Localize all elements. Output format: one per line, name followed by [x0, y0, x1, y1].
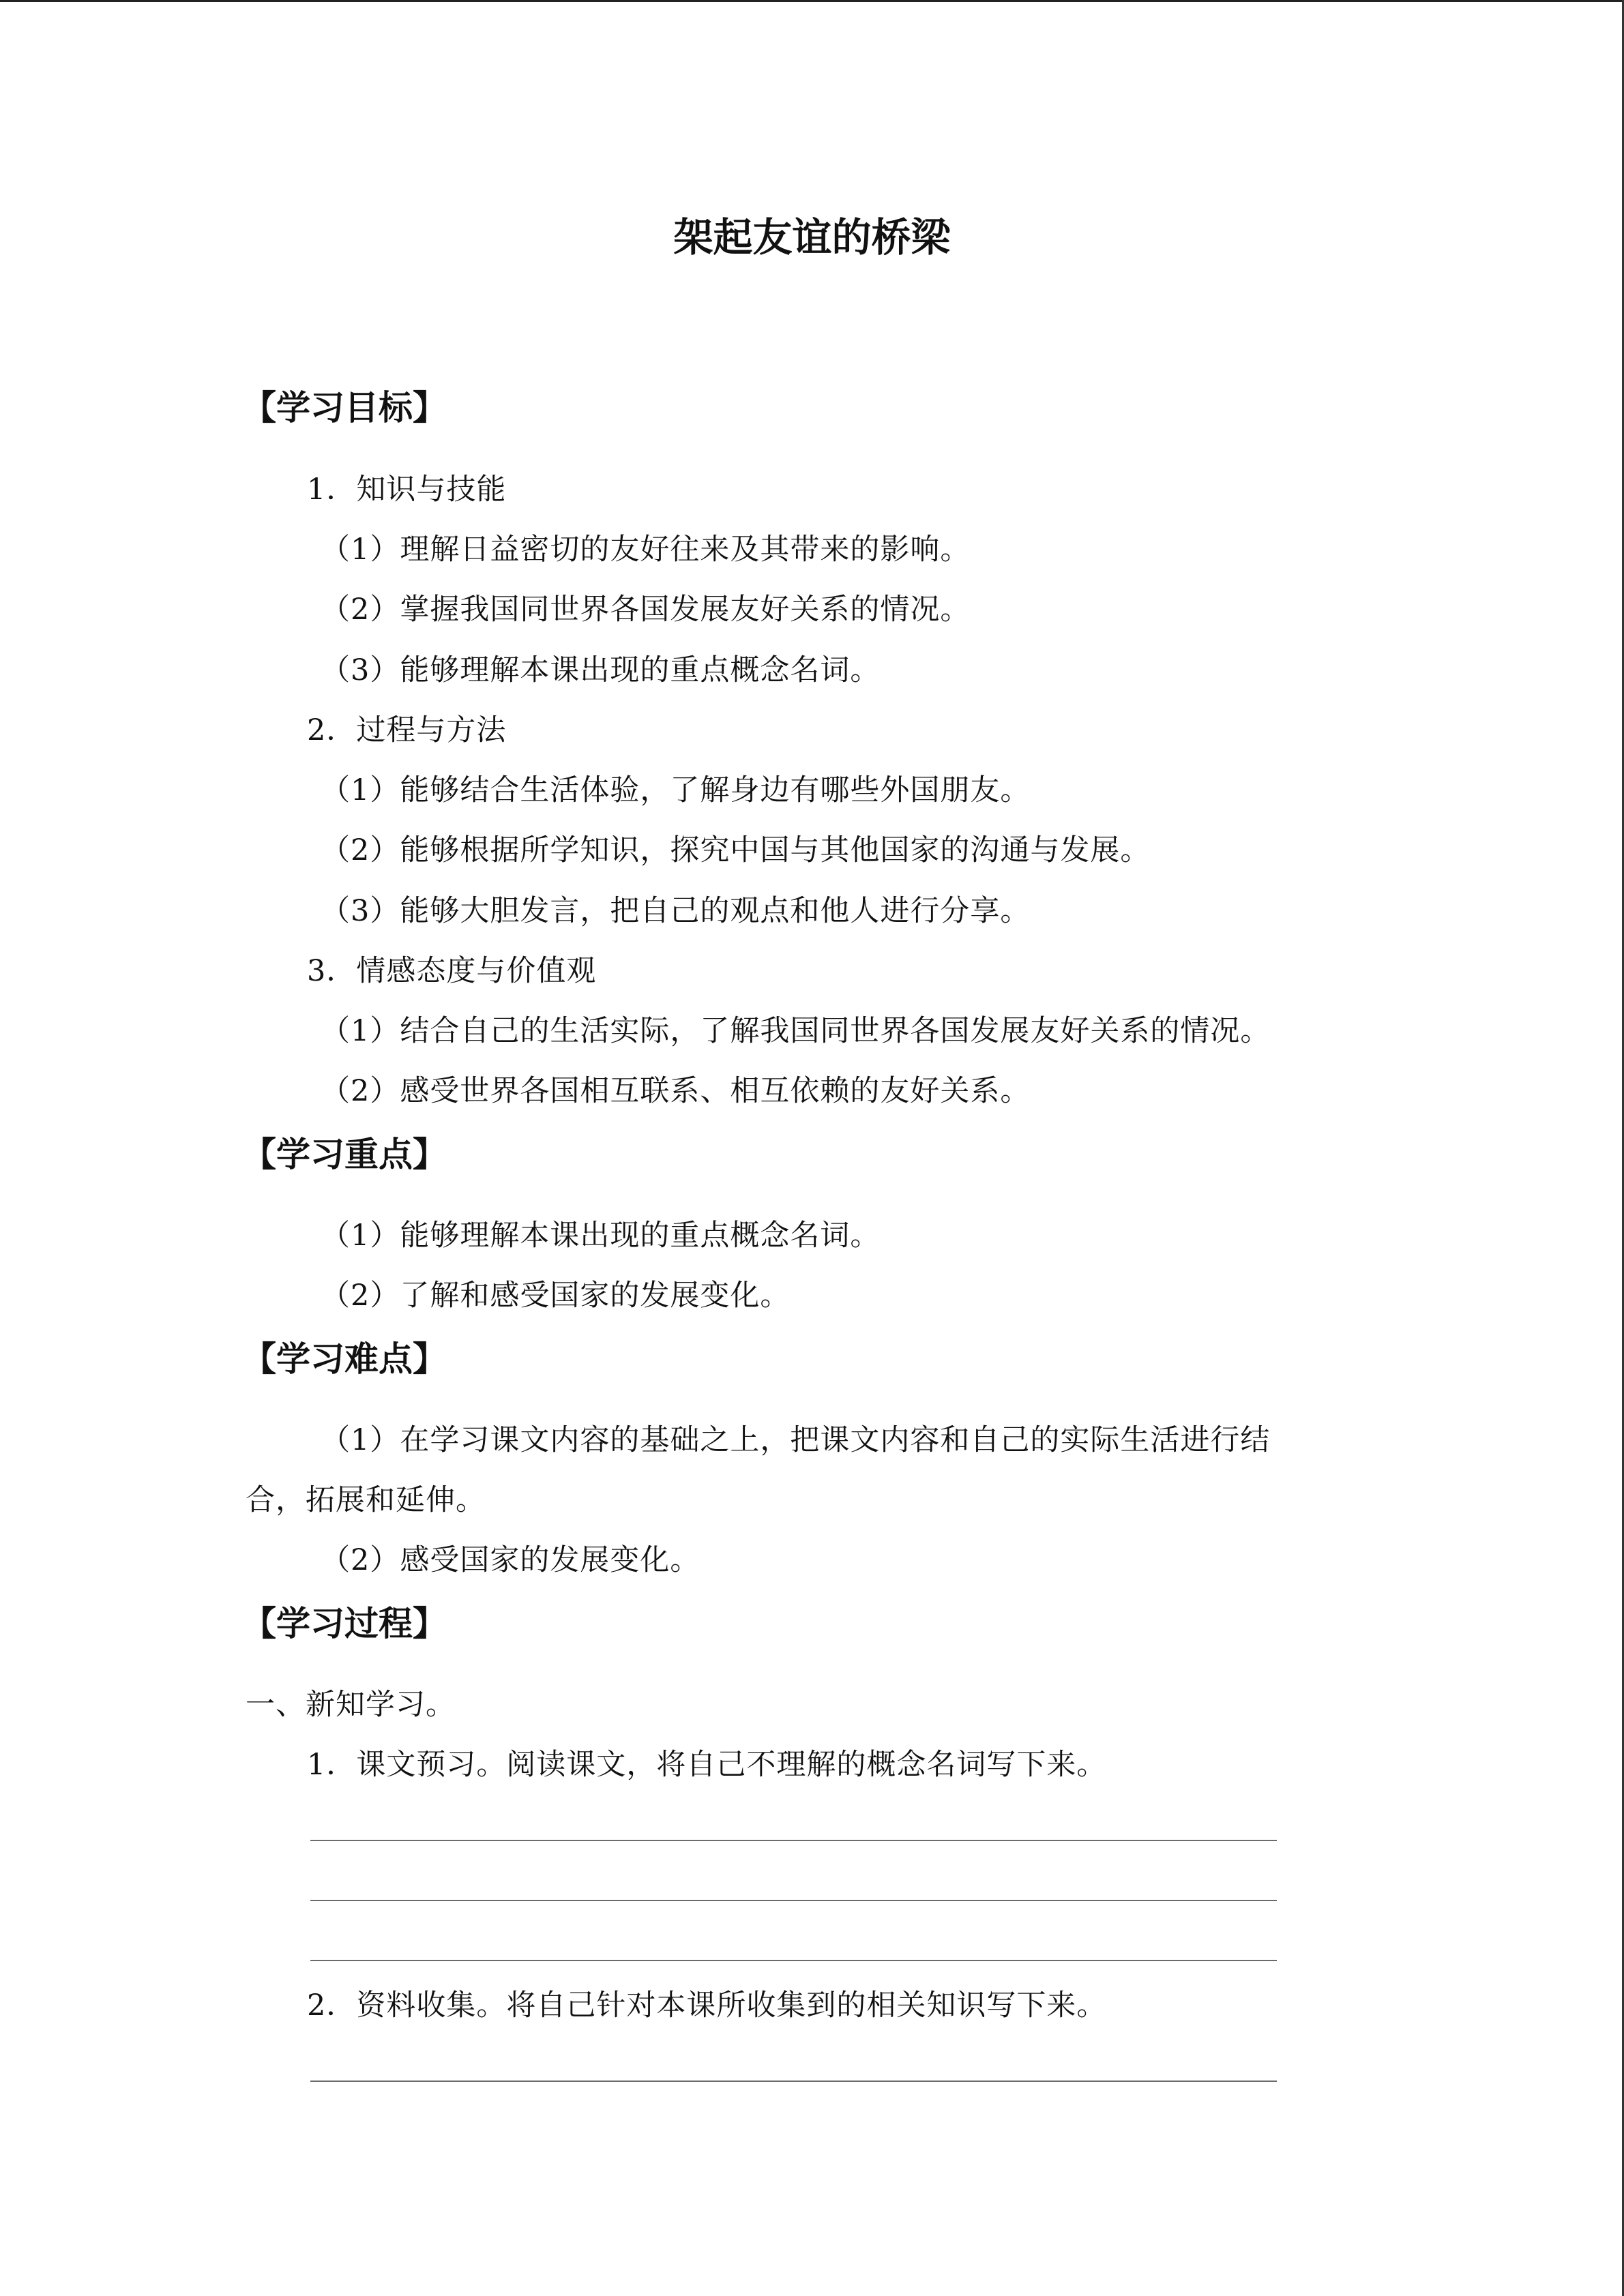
process-subheading: 一、新知学习。: [246, 1688, 456, 1722]
document-title: 架起友谊的桥梁: [673, 214, 951, 260]
page-top-border: [0, 0, 1624, 2]
heading-learning-process: 【学习过程】: [242, 1604, 447, 1643]
difficulty-line: （2）感受国家的发展变化。: [321, 1543, 700, 1577]
key-point-line: （1）能够理解本课出现的重点概念名词。: [321, 1219, 881, 1253]
objective-line: （1）理解日益密切的友好往来及其带来的影响。: [321, 533, 971, 567]
objective-line: （3）能够大胆发言，把自己的观点和他人进行分享。: [321, 894, 1031, 928]
objective-line: 1．知识与技能: [307, 473, 507, 507]
answer-blank-line[interactable]: [310, 2081, 1277, 2082]
difficulty-line: （1）在学习课文内容的基础之上，把课文内容和自己的实际生活进行结: [321, 1423, 1271, 1457]
heading-difficulties: 【学习难点】: [242, 1339, 447, 1379]
process-task-1: 1．课文预习。阅读课文，将自己不理解的概念名词写下来。: [307, 1748, 1107, 1782]
process-task-2: 2．资料收集。将自己针对本课所收集到的相关知识写下来。: [307, 1988, 1107, 2023]
objective-line: （2）掌握我国同世界各国发展友好关系的情况。: [321, 593, 971, 627]
objective-line: （3）能够理解本课出现的重点概念名词。: [321, 653, 881, 687]
answer-blank-line[interactable]: [310, 1840, 1277, 1841]
objective-line: （1）能够结合生活体验，了解身边有哪些外国朋友。: [321, 773, 1031, 807]
heading-key-points: 【学习重点】: [242, 1135, 447, 1174]
objective-line: 3．情感态度与价值观: [307, 954, 597, 988]
key-point-line: （2）了解和感受国家的发展变化。: [321, 1279, 791, 1313]
answer-blank-line[interactable]: [310, 1900, 1277, 1901]
objective-line: （1）结合自己的生活实际，了解我国同世界各国发展友好关系的情况。: [321, 1014, 1271, 1048]
heading-learning-objectives: 【学习目标】: [242, 388, 447, 428]
answer-blank-line[interactable]: [310, 1960, 1277, 1961]
objective-line: 2．过程与方法: [307, 713, 507, 747]
objective-line: （2）能够根据所学知识，探究中国与其他国家的沟通与发展。: [321, 833, 1151, 867]
objective-line: （2）感受世界各国相互联系、相互依赖的友好关系。: [321, 1074, 1031, 1108]
difficulty-line-continued: 合，拓展和延伸。: [246, 1483, 486, 1517]
